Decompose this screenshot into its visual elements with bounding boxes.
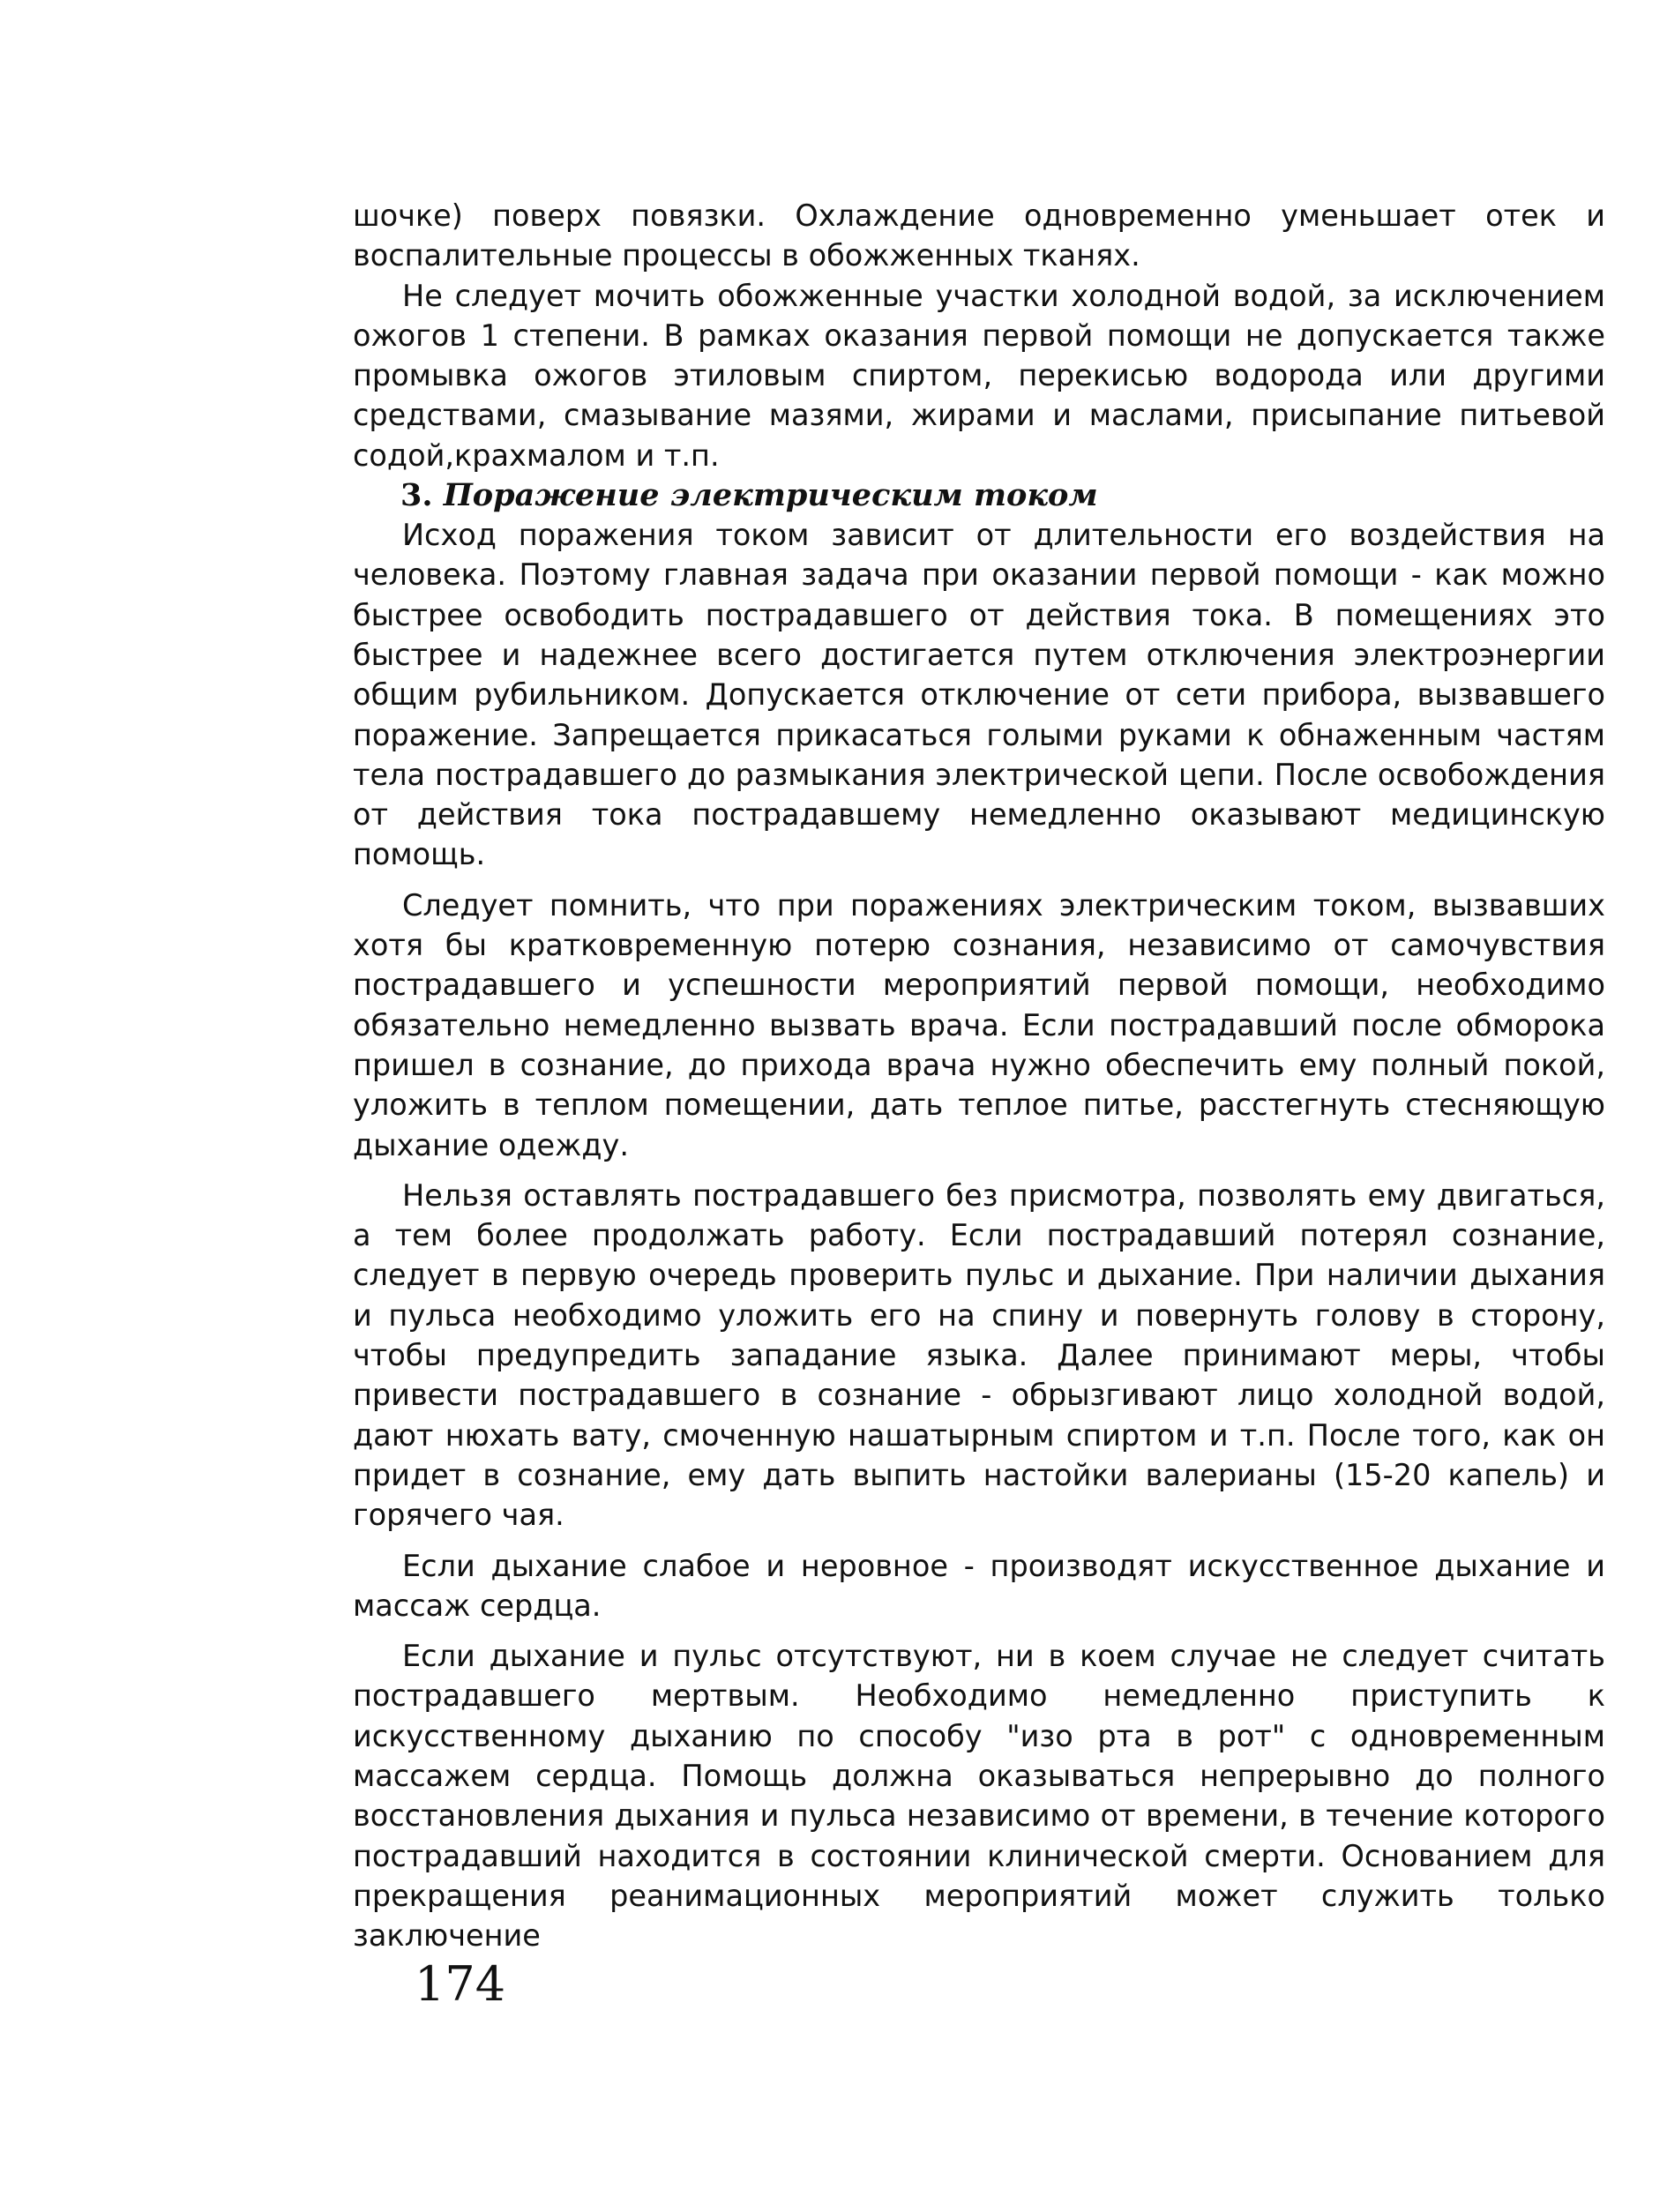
paragraph-no-pulse: Если дыхание и пульс отсутствуют, ни в коем случае не следует считать пострадавшего мертвым. Необходимо немедленно приступить к искусственному дыханию по способу "изо рта в рот" с одновременным массажем сердца. Помощь должна оказываться непрерывно до полного восстановления дыхания и пульса независимо от времени, в течение которого пострадавший находится в состоянии клинической смерти. Основанием для прекращения реанимационных мероприятий может служить только заключение	[353, 1639, 1605, 1954]
paragraph-do-not-leave: Нельзя оставлять пострадавшего без присмотра, позволять ему двигаться, а тем более продолжать работу. Если пострадавший потерял сознание, следует в первую очередь проверить пульс и дыхание. При наличии дыхания и пульса необходимо уложить его на спину и повернуть голову в сторону, чтобы предупредить западание языка. Далее принимают меры, чтобы привести пострадавшего в сознание - обрызгивают лицо холодной водой, дают нюхать вату, смоченную нашатырным спиртом и т.п. После того, как он придет в сознание, ему дать выпить настойки валерианы (15-20 капель) и горячего чая.	[353, 1177, 1605, 1533]
paragraph-weak-breathing: Если дыхание слабое и неровное - производят искусственное дыхание и массаж сердца.	[353, 1548, 1605, 1623]
paragraph-burn-prohibitions: Не следует мочить обожженные участки холодной водой, за исключением ожогов 1 степени. В рамках оказания первой помощи не допускается также промывка ожогов этиловым спиртом, перекисью водорода или другими средствами, смазывание мазями, жирами и маслами, присыпание питьевой содой,крахмалом и т.п.	[353, 278, 1605, 473]
section-title: Поражение электрическим током	[443, 477, 1098, 514]
page-body-text	[353, 196, 1605, 1955]
section-heading	[353, 475, 1605, 515]
page-number: 174	[415, 1956, 506, 2012]
section-number: 3.	[400, 477, 433, 514]
paragraph-call-doctor: Следует помнить, что при поражениях электрическим током, вызвавших хотя бы кратковременную потерю сознания, независимо от самочувствия пострадавшего и успешности мероприятий первой помощи, необходимо обязательно немедленно вызвать врача. Если пострадавший после обморока пришел в сознание, до прихода врача нужно обеспечить ему полный покой, уложить в теплом помещении, дать теплое питье, расстегнуть стесняющую дыхание одежду.	[353, 887, 1605, 1162]
paragraph-electric-shock-intro: Исход поражения током зависит от длительности его воздействия на человека. Поэтому главная задача при оказании первой помощи - как можно быстрее освободить пострадавшего от действия тока. В помещениях это быстрее и надежнее всего достигается путем отключения электроэнергии общим рубильником. Допускается отключение от сети прибора, вызвавшего поражение. Запрещается прикасаться голыми руками к обнаженным частям тела пострадавшего до размыкания электрической цепи. После освобождения от действия тока пострадавшему немедленно оказывают медицинскую помощь.	[353, 518, 1605, 872]
paragraph-burn-cooling: шочке) поверх повязки. Охлаждение одновременно уменьшает отек и воспалительные процессы в обожженных тканях.	[353, 198, 1605, 273]
